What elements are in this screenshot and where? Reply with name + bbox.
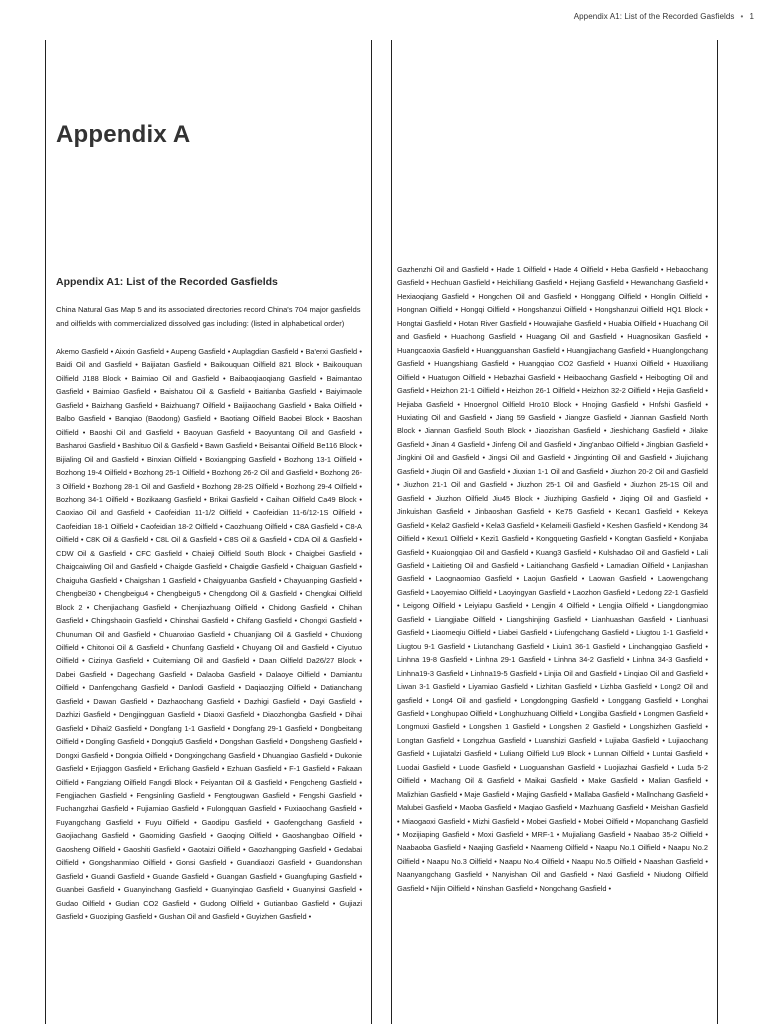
running-head	[574, 12, 754, 21]
column-rule-left-inner	[371, 40, 372, 1024]
appendix-heading: Appendix A	[56, 121, 191, 148]
column-rule-right-inner	[391, 40, 392, 1024]
gasfield-list-left-column: Akemo Gasfield • Aixxin Gasfield • Aupeng Gasfield • Auplagdian Gasfield • Ba'erxi Gasfield • Baidi Oil and Gasfield • Baijiatan Gasfield • Baikouquan Oilfield 821 Block • Baikouquan Oilfield J188 Block • Baimiao Oil and Gasfield • Baibaoqiaoqiang Gasfield • Baimantao Gasfield • Baimiao Gasfield • Baishatou Oil & Gasfield • Baitianba Gasfield • Baiyimaole Gasfield • Baizhang Gasfield • Baizhuang7 Oilfield • Baijiaochang Gasfield • Baka Oilfield • Balbo Gasfield • Banqiao (Baodong) Gasfield • Baotiang Oilfield Baobei Block • Baoshan Oilfield • Baoshi Oil and Gasfield • Baoyuan Gasfield • Baoyuntang Oil and Gasfield • Bashanxi Gasfield • Bashituo Oil & Gasfield • Bawn Gasfield • Beisantai Oilfield Be116 Block • Bijialing Oil and Gasfield • Binxian Oilfield • Boxiangping Gasfield • Bozhong 13-1 Oilfield • Bozhong 19-4 Oilfield • Bozhong 25-1 Oilfield • Bozhong 26-2 Oil and Gasfield • Bozhong 26-3 Oilfield • Bozhong 28-1 Oil and Gasfield • Bozhong 28-2S Oilfield • Bozhong 29-4 Oilfield • Bozhong 34-1 Oilfield • Bozikaang Gasfield • Brikai Gasfield • Caihan Oilfield Ca49 Block • Caoxiao Oil and Gasfield • Caofeidian 11-1/2 Oilfield • Caofeidian 11-6/12-1S Oilfield • Caofeidian 18-1 Oilfield • Caofeidian 18-2 Oilfield • Caozhuang Oilfield • C8A Gasfield • C8-A Oilfield • C8K Oil & Gasfield • C8L Oil & Gasfield • C8S Oil & Gasfield • CDA Oil & Gasfield • CDW Oil & Gasfield • CFC Gasfield • Chaieji Oilfield South Block • Chaigbei Gasfield • Chaigcaiwling Oil and Gasfield • Chaigde Gasfield • Chaigdie Gasfield • Chaiguan Gasfield • Chaiguha Gasfield • Chaigshan 1 Gasfield • Chaigyuanba Gasfield • Chayuanping Gasfield • Chengbei30 • Chengbeigu4 • Chengbeigu5 • Chengdong Oil & Gasfield • Chengkai Oilfield Block 2 • Chenjiachang Gasfield • Chenjiazhuang Oilfield • Chidong Gasfield • Chihan Gasfield • Chingshaoin Gasfield • Chinshai Gasfield • Chifang Gasfield • Chongxi Gasfield • Chunuman Oil and Gasfield • Chuanxiao Gasfield • Chuanjiang Oil & Gasfield • Chuxiong Oilfield • Chitonoi Oil & Gasfield • Chunfang Gasfield • Chuyang Oil and Gasfield • Ciyutuo Oilfield • Cizinya Gasfield • Cuitemiang Oil and Gasfield • Daan Oilfield Da26/27 Block • Dabei Gasfield • Dagechang Gasfield • Dalaoba Gasfield • Dalaoye Oilfield • Damiantu Oilfield • Danfengchang Gasfield • Danlodi Gasfield • Daqiaozjing Oilfield • Datianchang Gasfield • Dawan Gasfield • Dazhaochang Gasfield • Dazhigi Gasfield • Dayi Gasfield • Dazhizi Gasfield • Dengjingguan Gasfield • Diaoxi Gasfield • Diaozhongba Gasfield • Dihai Gasfield • Dihai2 Gasfield • Dongfang 1-1 Gasfield • Dongfang 29-1 Gasfield • Dongbeitang Oilfield • Dongling Gasfield • Dongqiu5 Gasfield • Dongshan Gasfield • Dongsheng Gasfield • Dongxi Gasfield • Dongxia Oilfield • Dongxingchang Gasfield • Dhuangiao Gasfield • Dukonie Gasfield • Erjiaggon Gasfield • Erlichang Gasfield • Ezhuan Gasfield • F-1 Gasfield • Fakaan Oilfield • Fangziang Oilfield Fangdi Block • Feiyantan Oil & Gasfield • Fengcheng Gasfield • Fengjiachen Gasfield • Fengsinling Gasfield • Fengtougwan Gasfield • Fengshi Gasfield • Fuchangzhai Gasfield • Fujiamiao Gasfield • Fulongquan Gasfield • Fuxiaochang Gasfield • Fuyangchang Gasfield • Fuyu Oilfield • Gaodipu Gasfield • Gaofengchang Gasfield • Gaojiachang Gasfield • Gaomiding Gasfield • Gaoqing Oilfield • Gaoshangbao Oilfield • Gaosheng Oilfield • Gaoshiti Gasfield • Gaotaizi Oilfield • Gaozhangping Gasfield • Gedabai Oilfield • Gongshanmiao Oilfield • Gonsi Gasfield • Guandiaozi Gasfield • Guandonshan Gasfield • Guandi Gasfield • Guande Gasfield • Guangan Gasfield • Guangfuping Gasfield • Guanbei Gasfield • Guanyinchang Gasfield • Guanyinqiao Gasfield • Guanyinsi Gasfield • Gudao Oilfield • Gudian CO2 Gasfield • Gudong Oilfield • Gutianbao Gasfield • Gujiazi Gasfield • Guoziping Gasfield • Gushan Oil and Gasfield • Guyizhen Gasfield •	[56, 347, 362, 922]
column-rule-left-outer	[45, 40, 46, 1024]
column-rule-right-outer	[717, 40, 718, 1024]
page-number: 1	[749, 12, 754, 21]
running-head-title: Appendix A1: List of the Recorded Gasfields	[573, 12, 735, 21]
intro-paragraph: China Natural Gas Map 5 and its associated directories record China's 704 major gasfields and oilfields with commercialized dissolved gas including: (listed in alphabetical order)	[56, 305, 361, 328]
appendix-subheading: Appendix A1: List of the Recorded Gasfields	[56, 276, 278, 288]
running-head-separator: •	[740, 12, 744, 21]
gasfield-list-right-column: Gazhenzhi Oil and Gasfield • Hade 1 Oilfield • Hade 4 Oilfield • Heba Gasfield • Hebaochang Gasfield • Hechuan Gasfield • Heichiliang Gasfield • Hejiang Gasfield • Hewanchang Gasfield • Hexiaoqiang Gasfield • Hongchen Oil and Gasfield • Honggang Oilfield • Honglin Oilfield • Hongnan Oilfield • Hongqi Oilfield • Hongshanzui Oilfield • Hongshanzui Oilfield HQ1 Block • Hongtai Gasfield • Hotan River Gasfield • Houwajiahe Gasfield • Huabia Oilfield • Huachang Oil and Gasfield • Huachong Gasfield • Huagang Oil and Gasfield • Huagnosikan Gasfield • Huangcaoxia Gasfield • Huangguanshan Gasfield • Huangjiachang Gasfield • Huanglongchang Gasfield • Huangshiang Gasfield • Huangqiao CO2 Gasfield • Huanxi Oilfield • Huaxiliang Oilfield • Huatugon Oilfield • Hebazhai Gasfield • Heibaochang Gasfield • Heibogting Oil and Gasfield • Heizhon 21-1 Oilfield • Heizhon 26-1 Oilfield • Heizhon 32-2 Oilfield • Hejia Gasfield • Hejiaba Gasfield • Hnoergnol Oilfield Hro10 Block • Hnojing Gasfield • Hnfshi Gasfield • Huxiating Oil and Gasfield • Jiang 59 Gasfield • Jiangze Gasfield • Jiannan Gasfield North Block • Jiannan Gasfield South Block • Jiaozishan Gasfield • Jieshichang Gasfield • Jilake Gasfield • Jinan 4 Gasfield • Jinfeng Oil and Gasfield • Jing'anbao Oilfield • Jingbian Gasfield • Jingkini Oil and Gasfield • Jingsi Oil and Gasfield • Jingxinting Oil and Gasfield • Jiujichang Gasfield • Jiuqin Oil and Gasfield • Jiuxian 1-1 Oil and Gasfield • Jiuzhon 20-2 Oil and Gasfield • Jiuzhon 21-1 Oil and Gasfield • Jiuzhon 25-1 Oil and Gasfield • Jiuzhon 25-1S Oil and Gasfield • Jiuzhon Oilfield Jiu45 Block • Jiuzhiping Gasfield • Jiqing Oil and Gasfield • Jinkuishan Gasfield • Jinbaoshan Gasfield • Ke75 Gasfield • Kecan1 Gasfield • Kekeya Gasfield • Kela2 Gasfield • Kela3 Gasfield • Kelameili Gasfield • Keshen Gasfield • Kendong 34 Oilfield • Kexu1 Oilfield • Kezi1 Gasfield • Kongqueting Gasfield • Kongtan Gasfield • Konjiaba Gasfield • Kuaiongqiao Oil and Gasfield • Kuang3 Gasfield • Kulshadao Oil and Gasfield • Lali Gasfield • Laitieting Oil and Gasfield • Laitianchang Gasfield • Lamadian Oilfield • Lanjiashan Gasfield • Laognaomiao Gasfield • Laojun Gasfield • Laowan Gasfield • Laowengchang Gasfield • Laoyemiao Oilfield • Laoyingyan Gasfield • Laozhon Gasfield • Ledong 22-1 Gasfield • Leigong Oilfield • Leiyiapu Gasfield • Lengjin 4 Oilfield • Lengjia Oilfield • Liangdongmiao Gasfield • Liangjiabe Oilfield • Liangshinjing Gasfield • Lianhuashan Gasfield • Lianhuasi Gasfield • Liaomeqiu Oilfield • Liabei Gasfield • Liufengchang Gasfield • Liugtou 1-1 Gasfield • Liugtou 9-1 Gasfield • Liutanchang Gasfield • Liuin1 36-1 Gasfield • Linchangqiao Gasfield • Linhna 19-8 Gasfield • Linhna 29-1 Gasfield • Linhna 34-2 Gasfield • Linhna 34-3 Gasfield • Linhna19-3 Gasfield • Linhna19-5 Gasfield • Linjia Oil and Gasfield • Linqiao Oil and Gasfield • Liwan 3-1 Gasfield • Liyamiao Gasfield • Lizhitan Gasfield • Lizhba Gasfield • Long2 Oil and gasfield • Long4 Oil and gasfield • Longdongping Gasfield • Longgang Gasfield • Longhai Gasfield • Longhupao Oilfield • Longhuzhuang Oilfield • Longjiba Gasfield • Longmen Gasfield • Longmuxi Gasfield • Longshen 1 Gasfield • Longshen 2 Gasfield • Longshizhen Gasfield • Longtan Gasfield • Longzhua Gasfield • Luanshizi Gasfield • Lujiaba Gasfield • Lujiaochang Gasfield • Lujiatalzi Gasfield • Luliang Oilfield Lu9 Block • Lunnan Oilfield • Luntai Gasfield • Luodai Gasfield • Luode Gasfield • Luoguanshan Gasfield • Luojiazhai Gasfield • Luda 5-2 Oilfield • Machang Oil & Gasfield • Maikai Gasfield • Make Gasfield • Malian Gasfield • Malizhian Gasfield • Maje Gasfield • Majing Gasfield • Mallaba Gasfield • Mallnchang Gasfield • Malubei Gasfield • Maoba Gasfield • Maqiao Gasfield • Mazhuang Gasfield • Meishan Gasfield • Miaogaoxi Gasfield • Mizhi Gasfield • Mobei Gasfield • Mobei Oilfield • Mopanchang Gasfield • Mozijiaping Gasfield • Moxi Gasfield • MRF-1 • Mujialiang Gasfield • Naabao 35-2 Oilfield • Naabaoba Gasfield • Naajing Gasfield • Naameng Oilfield • Naapu No.1 Oilfield • Naapu No.2 Oilfield • Naapu No.3 Oilfield • Naapu No.4 Oilfield • Naapu No.5 Oilfield • Naashan Gasfield • Naanyangchang Gasfield • Nanyishan Oil and Gasfield • Naxi Gasfield • Niudong Oilfield Gasfield • Nijin Oilfield • Ninshan Gasfield • Nongchang Gasfield •	[397, 265, 708, 893]
